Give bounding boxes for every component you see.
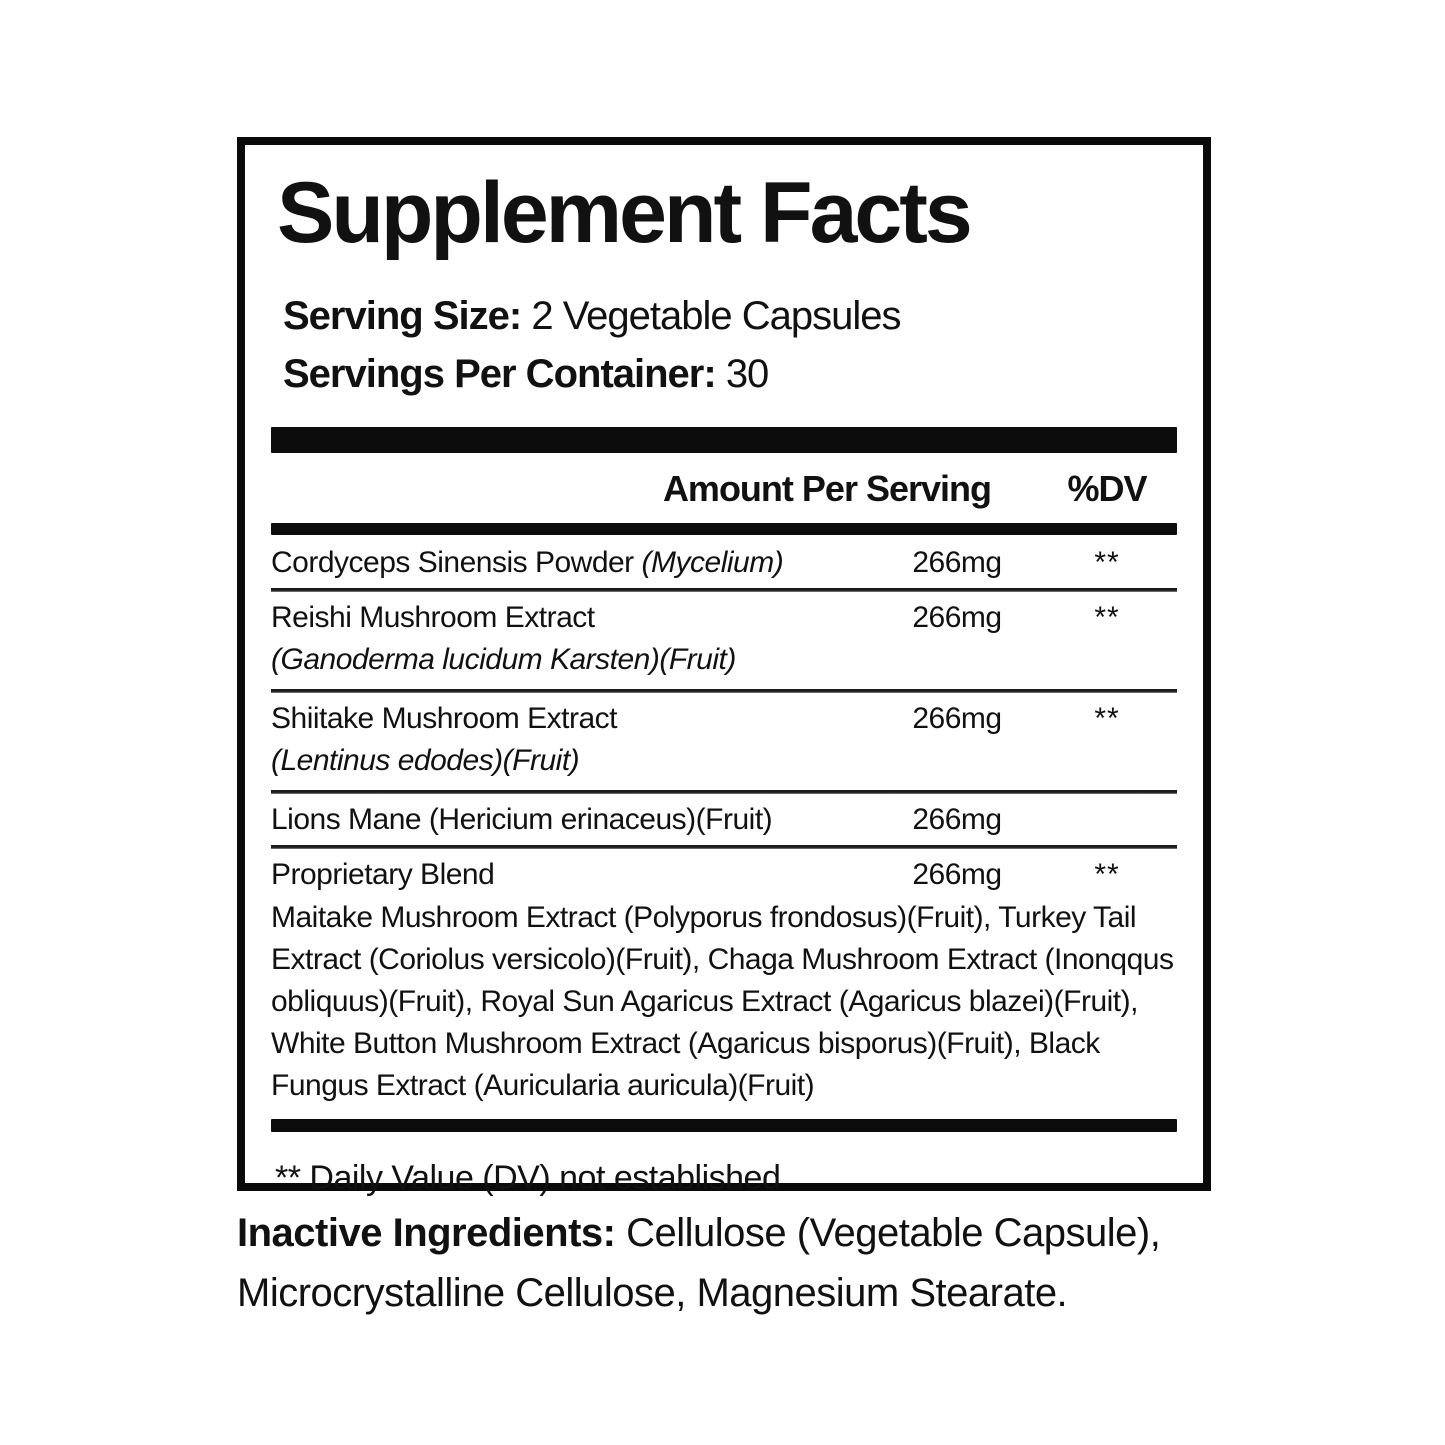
servings-per-container-label: Servings Per Container: xyxy=(283,352,716,396)
divider-bar-header xyxy=(271,523,1177,535)
ingredient-name-text: Cordyceps Sinensis Powder xyxy=(271,546,634,579)
table-header-row xyxy=(271,463,1177,515)
ingredient-name: Reishi Mushroom Extract xyxy=(271,601,595,634)
servings-per-container-value: 30 xyxy=(725,352,769,396)
inactive-ingredients-value: Cellulose (Vegetable Capsule), Microcrystalline Cellulose, Magnesium Stearate. xyxy=(237,1211,1161,1315)
ingredient-dv: ** xyxy=(1094,546,1120,579)
dv-header: %DV xyxy=(1067,468,1147,509)
table-row xyxy=(271,693,1177,739)
ingredient-name xyxy=(271,543,877,583)
serving-info xyxy=(283,287,1177,403)
ingredient-name-latin: (Mycelium) xyxy=(641,546,784,579)
inactive-ingredients-label: Inactive Ingredients: xyxy=(237,1211,616,1255)
ingredient-amount: 266mg xyxy=(912,803,1002,836)
proprietary-blend-description: Maitake Mushroom Extract (Polyporus frondosus)(Fruit), Turkey Tail Extract (Coriolus versicolo)(Fruit), Chaga Mushroom Extract (Inonqqus obliquus)(Fruit), Royal Sun Agaricus Extract (Agaricus blazei)(Fruit), White Button Mushroom Extract (Agaricus bisporus)(Fruit), Black Fungus Extract (Auricularia auricula)(Fruit) xyxy=(271,901,1174,1102)
divider-bar-bottom xyxy=(271,1119,1177,1132)
table-row xyxy=(271,592,1177,638)
inactive-ingredients xyxy=(237,1203,1382,1323)
table-row xyxy=(271,537,1177,583)
serving-size-line xyxy=(283,287,1177,345)
divider-bar-top xyxy=(271,427,1177,453)
ingredient-amount: 266mg xyxy=(912,702,1002,735)
serving-size-value: 2 Vegetable Capsules xyxy=(531,294,901,338)
ingredient-dv: ** xyxy=(1094,858,1120,891)
amount-per-serving-header: Amount Per Serving xyxy=(662,468,991,509)
supplement-facts-panel xyxy=(237,137,1211,1197)
ingredient-latin-line: (Lentinus edodes)(Fruit) xyxy=(271,744,580,777)
ingredient-amount: 266mg xyxy=(912,601,1002,634)
ingredient-dv: ** xyxy=(1094,702,1120,735)
ingredient-table xyxy=(271,537,1177,1113)
servings-per-container-line xyxy=(283,345,1177,403)
table-row xyxy=(271,794,1177,840)
dv-footnote: ** Daily Value (DV) not established xyxy=(275,1159,781,1197)
ingredient-latin-line: (Ganoderma lucidum Karsten)(Fruit) xyxy=(271,643,736,676)
ingredient-amount: 266mg xyxy=(912,546,1002,579)
serving-size-label: Serving Size: xyxy=(283,294,522,338)
ingredient-name: Lions Mane (Hericium erinaceus)(Fruit) xyxy=(271,803,773,836)
panel-title: Supplement Facts xyxy=(277,165,970,261)
ingredient-dv: ** xyxy=(1094,601,1120,634)
ingredient-name: Proprietary Blend xyxy=(271,858,495,891)
ingredient-amount: 266mg xyxy=(912,858,1002,891)
table-row xyxy=(271,849,1177,895)
ingredient-name: Shiitake Mushroom Extract xyxy=(271,702,617,735)
